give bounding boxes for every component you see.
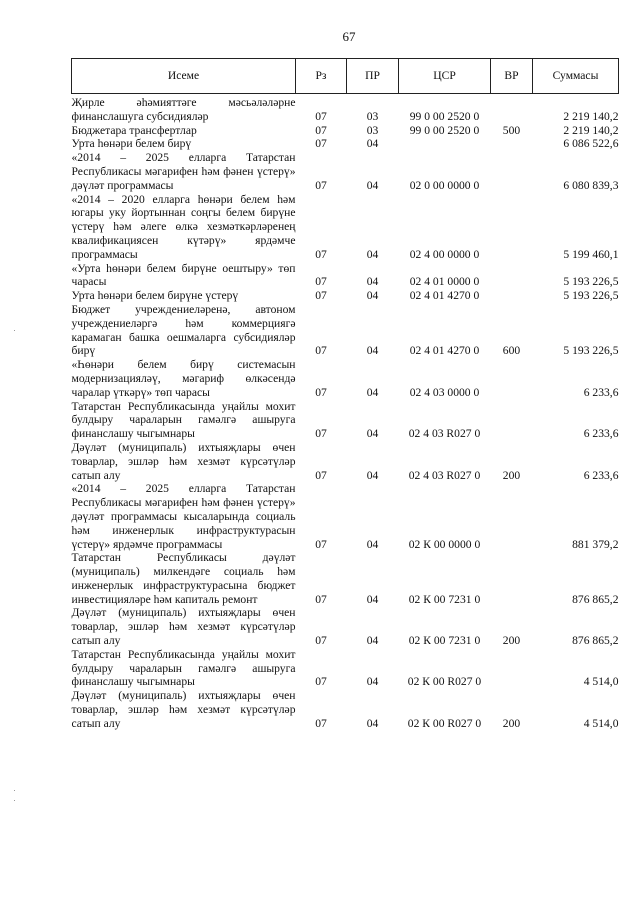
row-name: Бюджет учреждениеләренә, автоном учреждениеләргә һәм коммерциягә карамаган башка оешмаларга субсидияләр бирү: [71, 302, 296, 358]
row-pr: 04: [366, 385, 379, 399]
table-row: [72, 289, 619, 303]
scan-speck: [14, 800, 15, 801]
table-row: [72, 137, 619, 151]
row-vr: [491, 400, 533, 441]
row-vr: [491, 151, 533, 192]
row-csr: 02 4 01 4270 0: [409, 289, 480, 303]
row-vr: 600: [502, 344, 521, 358]
row-vr: 200: [502, 716, 521, 730]
table-row: [72, 358, 619, 399]
table-row: [72, 689, 619, 730]
row-rz: 07: [315, 675, 327, 689]
row-csr: 99 0 00 2520 0: [409, 123, 480, 137]
table-row: [72, 551, 619, 606]
page-number: 67: [342, 29, 356, 44]
header-pr: ПР: [347, 59, 399, 94]
table-body: [72, 94, 619, 731]
table-row: [72, 94, 619, 124]
row-sum: 5 193 226,5: [563, 275, 619, 289]
table-row: [72, 151, 619, 192]
table-row: [72, 400, 619, 441]
row-pr: 04: [366, 247, 379, 261]
row-name: Урта һөнәри белем бирүне үстерү: [71, 289, 239, 303]
row-name: Дәүләт (муниципаль) ихтыяҗлары өчен товарлар, эшләр һәм хезмәт күрсәтүләр сатып алу: [71, 606, 296, 648]
row-vr: 200: [502, 468, 521, 482]
row-pr: 04: [366, 716, 379, 730]
row-rz: 07: [315, 344, 327, 358]
header-sum: Суммасы: [533, 59, 619, 94]
table-row: [72, 606, 619, 647]
row-sum: 2 219 140,2: [563, 123, 619, 137]
row-vr: [491, 193, 533, 262]
row-csr: 02 0 00 0000 0: [409, 178, 480, 192]
row-name: Дәүләт (муниципаль) ихтыяҗлары өчен товарлар, эшләр һәм хезмәт күрсәтүләр сатып алу: [71, 440, 296, 482]
row-rz: 07: [315, 289, 327, 303]
row-name: Урта һөнәри белем бирү: [71, 137, 192, 151]
row-rz: 07: [315, 427, 327, 441]
row-csr: 02 К 00 0000 0: [408, 537, 481, 551]
scan-speck: [14, 790, 15, 791]
row-sum: 881 379,2: [572, 537, 619, 551]
row-pr: 04: [366, 468, 379, 482]
table-row: [72, 262, 619, 290]
row-sum: 5 199 460,1: [563, 247, 619, 261]
row-pr: 03: [366, 109, 379, 123]
budget-table: [71, 58, 619, 731]
row-pr: 04: [366, 634, 379, 648]
row-pr: 04: [366, 592, 379, 606]
row-vr: 500: [502, 123, 521, 137]
row-pr: 03: [366, 123, 379, 137]
row-name: «2014 – 2025 елларга Татарстан Республикасы мәгарифен һәм фәнен үстерү» дәүләт программасы кысаларында социаль һәм инженерлык инфраструктурасын үстерү» ярдәмче программасы: [71, 482, 296, 551]
row-sum: 2 219 140,2: [563, 109, 619, 123]
row-sum: 876 865,2: [572, 592, 619, 606]
row-sum: 6 233,6: [583, 427, 619, 441]
row-sum: 876 865,2: [572, 634, 619, 648]
row-vr: [491, 137, 533, 151]
row-name: «Һөнәри белем бирү системасын модернизацияләү, мәгариф өлкәсендә чаралар үткәрү» төп чарасы: [71, 358, 296, 399]
row-vr: [491, 262, 533, 290]
row-vr: [491, 648, 533, 689]
row-name: Җирле әһәмияттәге мәсьәләләрне финанслашуга субсидияләр: [71, 96, 296, 123]
row-csr: 02 4 00 0000 0: [409, 247, 480, 261]
row-rz: 07: [315, 716, 327, 730]
row-sum: 6 233,6: [583, 468, 619, 482]
table-row: [72, 303, 619, 358]
row-rz: 07: [315, 123, 327, 137]
row-vr: [491, 94, 533, 124]
row-sum: 6 080 839,3: [563, 178, 619, 192]
row-vr: 200: [502, 634, 521, 648]
row-name: Бюджетара трансфертлар: [71, 123, 197, 137]
row-sum: 5 193 226,5: [563, 344, 619, 358]
row-rz: 07: [315, 178, 327, 192]
row-vr: [491, 289, 533, 303]
row-csr: 02 4 01 4270 0: [409, 344, 480, 358]
row-vr: [491, 358, 533, 399]
row-sum: 5 193 226,5: [563, 289, 619, 303]
row-rz: 07: [315, 468, 327, 482]
header-csr: ЦСР: [399, 59, 491, 94]
header-name: Исеме: [72, 59, 296, 94]
scan-speck: [14, 330, 15, 331]
header-rz: Рз: [296, 59, 347, 94]
row-csr: 02 4 03 R027 0: [408, 468, 481, 482]
row-rz: 07: [315, 592, 327, 606]
row-rz: 07: [315, 109, 327, 123]
table-row: [72, 482, 619, 551]
row-name: «Урта һөнәри белем бирүне оештыру» төп чарасы: [71, 261, 296, 289]
row-name: «2014 – 2025 елларга Татарстан Республикасы мәгарифен һәм фәнен үстерү» дәүләт программасы: [71, 151, 296, 192]
row-vr: [491, 551, 533, 606]
row-pr: 04: [366, 178, 379, 192]
row-pr: 04: [366, 344, 379, 358]
row-sum: 4 514,0: [583, 675, 619, 689]
row-csr: 99 0 00 2520 0: [409, 109, 480, 123]
row-name: Татарстан Республикасында уңайлы мохит булдыру чараларын гамәлгә ашыруга финанслашу чыгымнары: [71, 399, 296, 441]
row-name: Татарстан Республикасында уңайлы мохит булдыру чараларын гамәлгә ашыруга финанслашу чыгымнары: [71, 647, 296, 689]
row-pr: 04: [366, 289, 379, 303]
row-csr: 02 К 00 R027 0: [407, 716, 482, 730]
row-rz: 07: [315, 247, 327, 261]
row-sum: 4 514,0: [583, 716, 619, 730]
row-csr: 02 4 03 R027 0: [408, 427, 481, 441]
header-vr: ВР: [491, 59, 533, 94]
row-csr: 02 К 00 7231 0: [408, 592, 481, 606]
table-header: [72, 59, 619, 94]
row-rz: 07: [315, 537, 327, 551]
row-name: Дәүләт (муниципаль) ихтыяҗлары өчен товарлар, эшләр һәм хезмәт күрсәтүләр сатып алу: [71, 689, 296, 730]
row-rz: 07: [315, 275, 327, 289]
table-row: [72, 441, 619, 482]
row-rz: 07: [315, 385, 327, 399]
row-csr: 02 К 00 7231 0: [408, 634, 481, 648]
row-rz: 07: [315, 634, 327, 648]
row-pr: 04: [366, 275, 379, 289]
budget-sheet: [71, 58, 618, 731]
row-pr: 04: [366, 427, 379, 441]
table-row: [72, 193, 619, 262]
row-csr: 02 4 03 0000 0: [409, 385, 480, 399]
row-pr: 04: [366, 537, 379, 551]
row-vr: [491, 482, 533, 551]
row-sum: 6 233,6: [583, 385, 619, 399]
row-csr: 02 4 01 0000 0: [409, 275, 480, 289]
table-row: [72, 124, 619, 138]
row-name: Татарстан Республикасы дәүләт (муниципаль) милкендәге социаль һәм инженерлык инфраструктурасына бюджет инвестицияләре һәм капиталь ремонт: [71, 551, 296, 606]
row-pr: 04: [366, 675, 379, 689]
row-pr: 04: [366, 137, 379, 151]
row-csr: 02 К 00 R027 0: [407, 675, 482, 689]
row-sum: 6 086 522,6: [563, 137, 619, 151]
row-csr: [399, 137, 491, 151]
row-rz: 07: [315, 137, 327, 151]
table-row: [72, 648, 619, 689]
row-name: «2014 – 2020 елларга һөнәри белем һәм югары уку йортыннан соңгы белем бирүне үстерү һәм әлеге өлкә хезмәткәрләренең квалификациясен күтәрү» ярдәмче программасы: [71, 192, 296, 261]
